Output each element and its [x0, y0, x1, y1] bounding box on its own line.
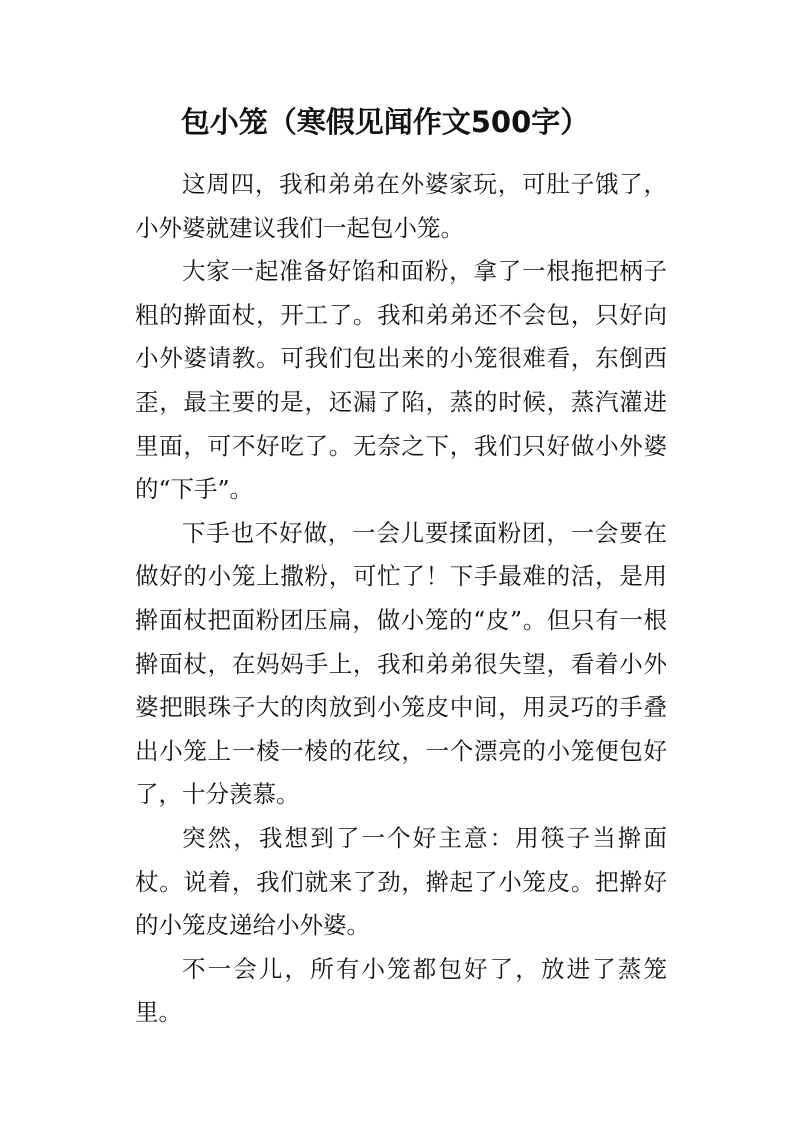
- document-body: [135, 163, 667, 1035]
- paragraph: 突然，我想到了一个好主意：用筷子当擀面杖。说着，我们就来了劲，擀起了小笼皮。把擀好的小笼皮递给小外婆。: [135, 823, 667, 940]
- paragraph: 这周四，我和弟弟在外婆家玩，可肚子饿了，小外婆就建议我们一起包小笼。: [135, 170, 667, 242]
- paragraph: 下手也不好做，一会儿要揉面粉团，一会要在做好的小笼上撒粉，可忙了！下手最难的活，是用擀面杖把面粉团压扁，做小笼的“皮”。但只有一根擀面杖，在妈妈手上，我和弟弟很失望，看着小外婆把眼珠子大的肉放到小笼皮中间，用灵巧的手叠出小笼上一棱一棱的花纹，一个漂亮的小笼便包好了，十分羡慕。: [135, 518, 667, 809]
- paragraph: 大家一起准备好馅和面粉，拿了一根拖把柄子粗的擀面杖，开工了。我和弟弟还不会包，只好向小外婆请教。可我们包出来的小笼很难看，东倒西歪，最主要的是，还漏了陷，蒸的时候，蒸汽灌进里面，可不好吃了。无奈之下，我们只好做小外婆的“下手”。: [135, 257, 667, 504]
- paragraph: 不一会儿，所有小笼都包好了，放进了蒸笼里。: [135, 954, 667, 1027]
- document-title: 包小笼（寒假见闻作文500字）: [180, 105, 590, 139]
